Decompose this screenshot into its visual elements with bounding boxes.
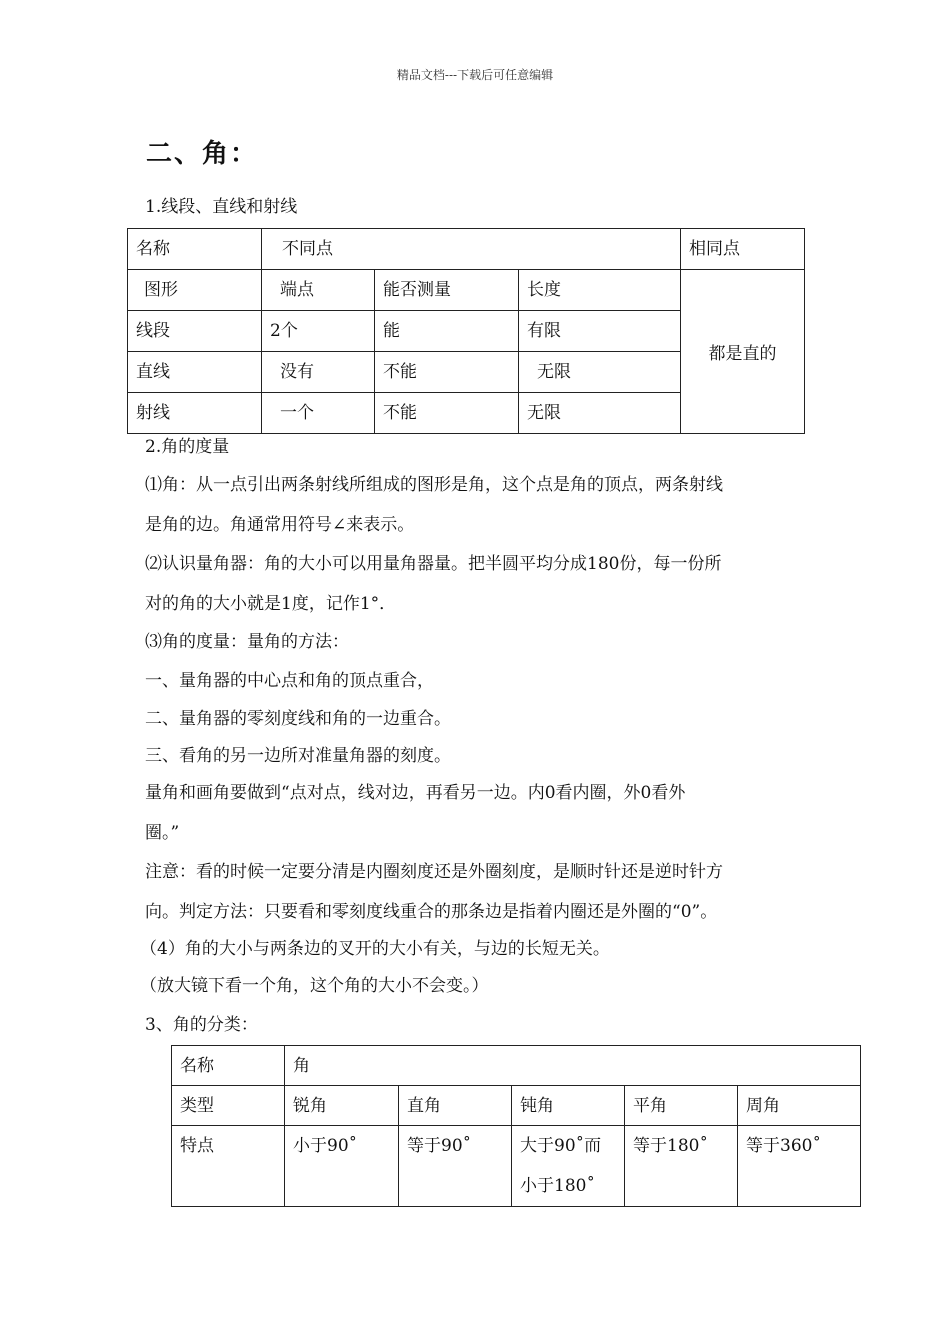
table-cell: 线段 xyxy=(128,311,262,352)
table-cell: 不能 xyxy=(375,352,519,393)
body-text: 圈。” xyxy=(145,823,180,843)
body-text: （放大镜下看一个角，这个角的大小不会变。） xyxy=(140,976,489,996)
line-types-table xyxy=(127,228,805,434)
table-cell: 一个 xyxy=(262,393,375,434)
body-text: 量角和画角要做到“点对点，线对边，再看另一边。内0看内圈，外0看外 xyxy=(145,783,686,803)
table-cell: 相同点 xyxy=(681,229,805,270)
table-cell: 类型 xyxy=(172,1086,285,1126)
table-cell: 图形 xyxy=(128,270,262,311)
angle-types-table xyxy=(171,1045,861,1207)
table-row xyxy=(172,1086,861,1126)
table-cell: 能否测量 xyxy=(375,270,519,311)
table-cell: 名称 xyxy=(128,229,262,270)
table-cell: 都是直的 xyxy=(681,270,805,434)
body-text: （4）角的大小与两条边的叉开的大小有关，与边的长短无关。 xyxy=(140,939,610,959)
table-cell: 小于90˚ xyxy=(285,1126,399,1207)
body-text: ⑴角：从一点引出两条射线所组成的图形是角，这个点是角的顶点，两条射线 xyxy=(145,475,723,495)
table-cell: 等于90˚ xyxy=(399,1126,512,1207)
table-cell: 角 xyxy=(285,1046,861,1086)
body-text: 二、量角器的零刻度线和角的一边重合。 xyxy=(145,709,451,729)
table-cell: 不同点 xyxy=(262,229,681,270)
table-cell: 名称 xyxy=(172,1046,285,1086)
table-cell: 不能 xyxy=(375,393,519,434)
table-cell: 直角 xyxy=(399,1086,512,1126)
table-cell: 钝角 xyxy=(512,1086,625,1126)
table-cell: 有限 xyxy=(519,311,681,352)
table-cell: 无限 xyxy=(519,393,681,434)
page-header: 精品文档---下载后可任意编辑 xyxy=(396,68,554,82)
table-cell: 锐角 xyxy=(285,1086,399,1126)
table-cell: 没有 xyxy=(262,352,375,393)
table-cell: 射线 xyxy=(128,393,262,434)
body-text: 是角的边。角通常用符号∠来表示。 xyxy=(145,515,415,535)
table-cell: 长度 xyxy=(519,270,681,311)
section-heading: 3、角的分类： xyxy=(145,1015,258,1035)
table-cell: 无限 xyxy=(519,352,681,393)
body-text: 对的角的大小就是1度，记作1°． xyxy=(145,594,397,614)
table-cell: 周角 xyxy=(738,1086,861,1126)
body-text: ⑵认识量角器：角的大小可以用量角器量。把半圆平均分成180份，每一份所 xyxy=(145,554,722,574)
table-cell: 特点 xyxy=(172,1126,285,1207)
table-cell: 大于90˚而小于180˚ xyxy=(512,1126,625,1207)
table-cell: 等于180˚ xyxy=(625,1126,738,1207)
section-heading: 1.线段、直线和射线 xyxy=(145,197,298,217)
body-text: 向。判定方法：只要看和零刻度线重合的那条边是指着内圈还是外圈的“0”。 xyxy=(145,902,718,922)
table-cell: 2个 xyxy=(262,311,375,352)
chapter-title: 二、角： xyxy=(146,139,259,169)
table-row xyxy=(172,1126,861,1207)
section-heading: 2.角的度量 xyxy=(145,437,230,457)
table-cell: 等于360˚ xyxy=(738,1126,861,1207)
body-text: 一、量角器的中心点和角的顶点重合， xyxy=(145,671,434,691)
table-cell: 端点 xyxy=(262,270,375,311)
body-text: 注意：看的时候一定要分清是内圈刻度还是外圈刻度，是顺时针还是逆时针方 xyxy=(145,862,723,882)
body-text: 三、看角的另一边所对准量角器的刻度。 xyxy=(145,746,451,766)
table-cell: 平角 xyxy=(625,1086,738,1126)
table-cell: 直线 xyxy=(128,352,262,393)
table-cell: 能 xyxy=(375,311,519,352)
body-text: ⑶角的度量：量角的方法： xyxy=(145,632,349,652)
